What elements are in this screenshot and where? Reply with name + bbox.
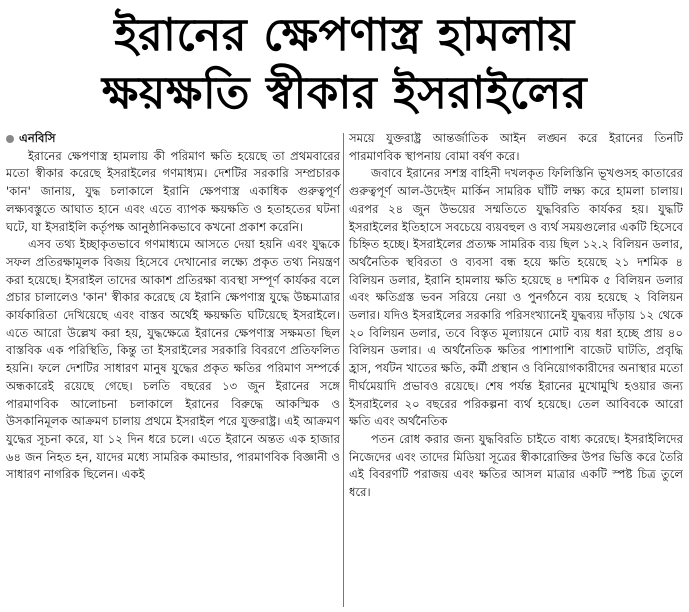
bullet-icon bbox=[6, 135, 14, 143]
headline-line-2: ক্ষয়ক্ষতি স্বীকার ইসরাইলের bbox=[101, 66, 588, 119]
paragraph: ইরানের ক্ষেপণাস্ত্র হামলায় কী পরিমাণ ক্ষতি হয়েছে তা প্রথমবারের মতো স্বীকার করেছে ইসরাইলের গণমাধ্যম। দেশটির সরকারি সম্প্রচারক 'কান' জানায়, যুদ্ধ চলাকালে ইরানি ক্ষেপণাস্ত্র একাধিক গুরুত্বপূর্ণ লক্ষ্যবস্তুতে আঘাত হানে এবং এতে ব্যাপক ক্ষয়ক্ষতি ও হতাহতের ঘটনা ঘটে, যা ইসরাইলি কর্তৃপক্ষ আনুষ্ঠানিকভাবে কখনো প্রকাশ করেনি। bbox=[6, 148, 340, 234]
paragraph: জবাবে ইরানের সশস্ত্র বাহিনী দখলকৃত ফিলিস্তিনি ভূখণ্ডসহ কাতারের গুরুত্বপূর্ণ আল-উদেইদ মার্কিন সামরিক ঘাঁটি লক্ষ্য করে হামলা চালায়। এরপর ২৪ জুন উভয়ের সম্মতিতে যুদ্ধবিরতি কার্যকর হয়। যুদ্ধটি ইসরাইলের ইতিহাসে সবচেয়ে ব্যয়বহুল ও ব্যর্থ সময়গুলোর একটি হিসেবে চিহ্নিত হচ্ছে। ইসরাইলের প্রত্যক্ষ সামরিক ব্যয় ছিল ১২.২ বিলিয়ন ডলার, অর্থনৈতিক স্থবিরতা ও ব্যবসা বন্ধ হয়ে ক্ষতি হয়েছে ২১ দশমিক ৪ বিলিয়ন ডলার, ইরানি হামলায় ক্ষতি হয়েছে ৪ দশমিক ৫ বিলিয়ন ডলার এবং ক্ষতিগ্রস্ত ভবন সরিয়ে নেয়া ও পুনর্গঠনে ব্যয় হয়েছে ২ বিলিয়ন ডলার। যদিও ইসরাইলের সরকারি পরিসংখ্যানেই যুদ্ধব্যয় দাঁড়ায় ১২ থেকে ২০ বিলিয়ন ডলার, তবে বিস্তৃত মূল্যায়নে মোট ব্যয় ধরা হচ্ছে প্রায় ৪০ বিলিয়ন ডলার। এ অর্থনৈতিক ক্ষতির পাশাপাশি বাজেট ঘাটতি, প্রবৃদ্ধি হ্রাস, পর্যটন খাতের ক্ষতি, কর্মী প্রস্থান ও বিনিয়োগকারীদের অনাস্থার মতো দীর্ঘমেয়াদি প্রভাবও রয়েছে। শেষ পর্যন্ত ইরানের মুখোমুখি হওয়ার জন্য ইসরাইলের ২০ বছরের পরিকল্পনা ব্যর্থ হয়েছে। তেল আবিবকে আরো ক্ষতি এবং অর্থনৈতিক bbox=[349, 166, 683, 429]
paragraph: পতন রোধ করার জন্য যুদ্ধবিরতি চাইতে বাধ্য করেছে। ইসরাইলিদের নিজেদের এবং তাদের মিডিয়া সূত্রের স্বীকারোক্তির উপর ভিত্তি করে তৈরি এই বিবরণটি পরাজয় এবং ক্ষতির আসল মাত্রার একটি স্পষ্ট চিত্র তুলে ধরে। bbox=[349, 431, 683, 500]
headline-line-1: ইরানের ক্ষেপণাস্ত্র হামলায় bbox=[114, 8, 575, 61]
byline-source: এনবিসি bbox=[19, 131, 56, 145]
column-divider bbox=[343, 133, 344, 607]
paragraph: এসব তথ্য ইচ্ছাকৃতভাবে গণমাধ্যমে আসতে দেয়া হয়নি এবং যুদ্ধকে সফল প্রতিরক্ষামূলক বিজয় হিসেবে দেখানোর লক্ষ্যে প্রকৃত তথ্য নিয়ন্ত্রণ করা হয়েছে। ইসরাইল তাদের আকাশ প্রতিরক্ষা ব্যবস্থা সম্পূর্ণ কার্যকর বলে প্রচার চালালেও 'কান' স্বীকার করেছে যে ইরানি ক্ষেপণাস্ত্র যুদ্ধে উচ্চমাত্রার কার্যকারিতা দেখিয়েছে এবং বাস্তব অর্থেই ক্ষয়ক্ষতি ঘটিয়েছে ইসরাইলে। এতে আরো উল্লেখ করা হয়, যুদ্ধক্ষেত্রে ইরানের ক্ষেপণাস্ত্র সক্ষমতা ছিল বাস্তবিক এক পরিস্থিতি, কিন্তু তা ইসরাইলের সরকারি বিবরণে প্রতিফলিত হয়নি। ফলে দেশটির সাধারণ মানুষ যুদ্ধের প্রকৃত ক্ষতির পরিমাণ সম্পর্কে অন্ধকারেই রয়েছে গেছে। চলতি বছরের ১৩ জুন ইরানের সঙ্গে পারমাণবিক আলোচনা চলাকালে ইরানের বিরুদ্ধে আকস্মিক ও উসকানিমূলক আক্রমণ চালায় প্রথমে ইসরাইল পরে যুক্তরাষ্ট্র। এই আক্রমণ যুদ্ধের সূচনা করে, যা ১২ দিন ধরে চলে। এতে ইরানে অন্তত এক হাজার ৬৪ জন নিহত হন, যাদের মধ্যে সামরিক কমান্ডার, পারমাণবিক বিজ্ঞানী ও সাধারণ নাগরিক ছিলেন। একই bbox=[6, 237, 340, 482]
headline bbox=[0, 0, 689, 128]
byline bbox=[6, 130, 340, 148]
article-column-right bbox=[349, 130, 683, 502]
article-column-left bbox=[6, 130, 340, 484]
paragraph: সময়ে যুক্তরাষ্ট্র আন্তর্জাতিক আইন লঙ্ঘন করে ইরানের তিনটি পারমাণবিক স্থাপনায় বোমা বর্ষণ করে। bbox=[349, 131, 683, 163]
